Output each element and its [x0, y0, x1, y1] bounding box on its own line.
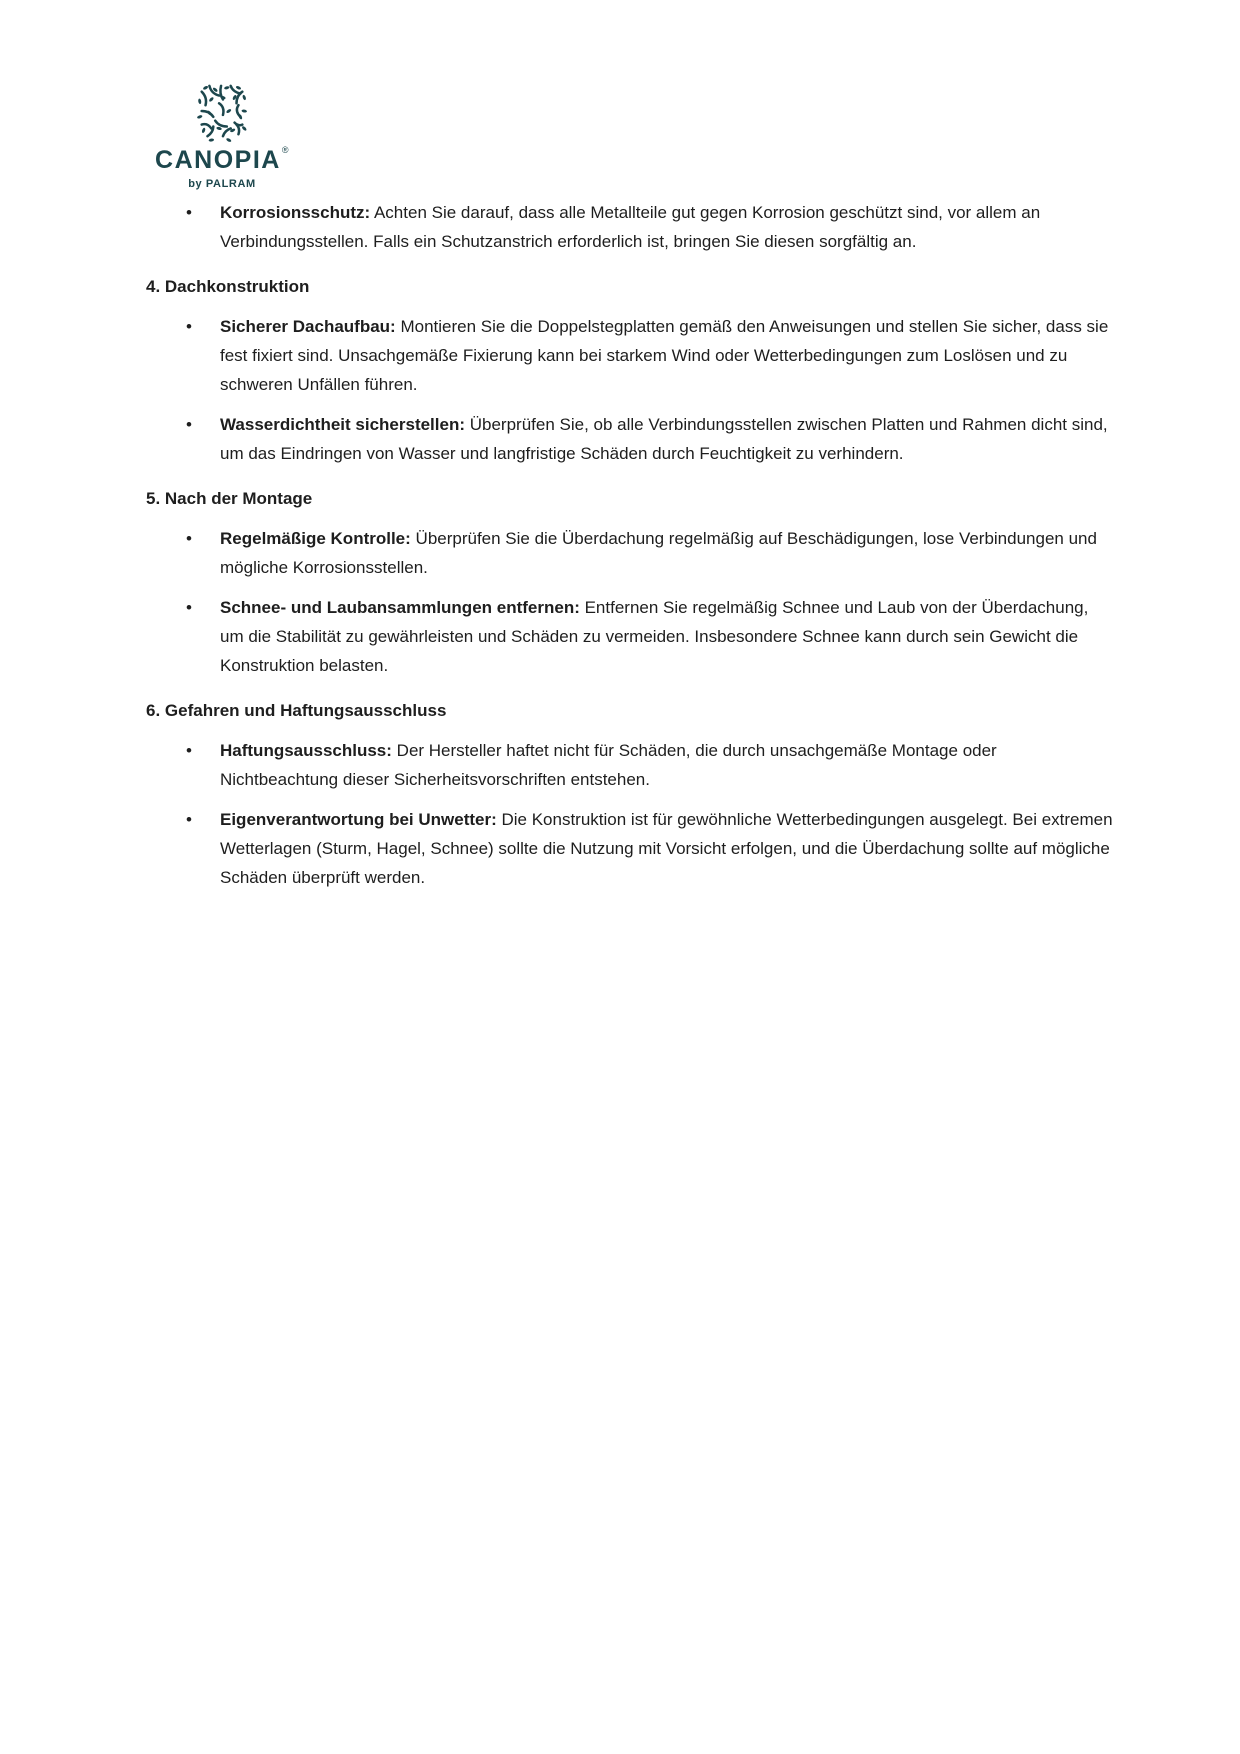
list-item [146, 410, 1114, 468]
brand-text: CANOPIA [155, 146, 281, 174]
bullet-lead: Schnee- und Laubansammlungen entfernen: [220, 598, 580, 617]
canopia-logo [155, 82, 290, 190]
bullet-lead: Eigenverantwortung bei Unwetter: [220, 810, 497, 829]
bullet-lead: Regelmäßige Kontrolle: [220, 529, 411, 548]
brand-byline: by PALRAM [188, 178, 256, 190]
registered-mark: ® [281, 145, 290, 155]
bullet-lead: Wasserdichtheit sicherstellen: [220, 415, 466, 434]
bullet-body: Der Hersteller haftet nicht für Schäden, die durch unsachgemäße Montage oder Nichtbeachtung dieser Sicherheitsvorschriften entstehen. [220, 741, 997, 789]
section-5-bullet-list [146, 524, 1114, 680]
bullet-marker: • [186, 598, 192, 617]
list-item [146, 736, 1114, 794]
bullet-lead: Haftungsausschluss: [220, 741, 392, 760]
list-item [146, 312, 1114, 399]
section-heading-4: 4. Dachkonstruktion [146, 277, 310, 296]
bullet-body: Überprüfen Sie, ob alle Verbindungsstellen zwischen Platten und Rahmen dicht sind, um das Eindringen von Wasser und langfristige Schäden durch Feuchtigkeit zu verhindern. [220, 415, 1108, 463]
bullet-marker: • [186, 529, 192, 548]
bullet-marker: • [186, 317, 192, 336]
document-content [146, 198, 1114, 903]
section-4-bullet-list [146, 312, 1114, 468]
bullet-marker: • [186, 810, 192, 829]
canopia-branches-icon [194, 82, 250, 142]
bullet-body: Überprüfen Sie die Überdachung regelmäßig auf Beschädigungen, lose Verbindungen und mögliche Korrosionsstellen. [220, 529, 1097, 577]
bullet-body: Entfernen Sie regelmäßig Schnee und Laub von der Überdachung, um die Stabilität zu gewährleisten und Schäden zu vermeiden. Insbesondere Schnee kann durch sein Gewicht die Konstruktion belasten. [220, 598, 1089, 675]
section-6-bullet-list [146, 736, 1114, 892]
bullet-lead: Sicherer Dachaufbau: [220, 317, 396, 336]
intro-bullet-list [146, 198, 1114, 256]
bullet-body: Die Konstruktion ist für gewöhnliche Wetterbedingungen ausgelegt. Bei extremen Wetterlagen (Sturm, Hagel, Schnee) sollte die Nutzung mit Vorsicht erfolgen, und die Überdachung sollte auf mögliche Schäden überprüft werden. [220, 810, 1113, 887]
list-item [146, 593, 1114, 680]
list-item [146, 198, 1114, 256]
bullet-body: Montieren Sie die Doppelstegplatten gemäß den Anweisungen und stellen Sie sicher, dass sie fest fixiert sind. Unsachgemäße Fixierung kann bei starkem Wind oder Wetterbedingungen zum Loslösen und zu schweren Unfällen führen. [220, 317, 1109, 394]
bullet-marker: • [186, 741, 192, 760]
section-heading-6: 6. Gefahren und Haftungsausschluss [146, 701, 447, 720]
bullet-lead: Korrosionsschutz: [220, 203, 371, 222]
list-item [146, 805, 1114, 892]
bullet-marker: • [186, 203, 192, 222]
bullet-body: Achten Sie darauf, dass alle Metallteile gut gegen Korrosion geschützt sind, vor allem an Verbindungsstellen. Falls ein Schutzanstrich erforderlich ist, bringen Sie diesen sorgfältig an. [220, 203, 1041, 251]
list-item [146, 524, 1114, 582]
bullet-marker: • [186, 415, 192, 434]
section-heading-5: 5. Nach der Montage [146, 489, 313, 508]
brand-name [155, 145, 290, 174]
